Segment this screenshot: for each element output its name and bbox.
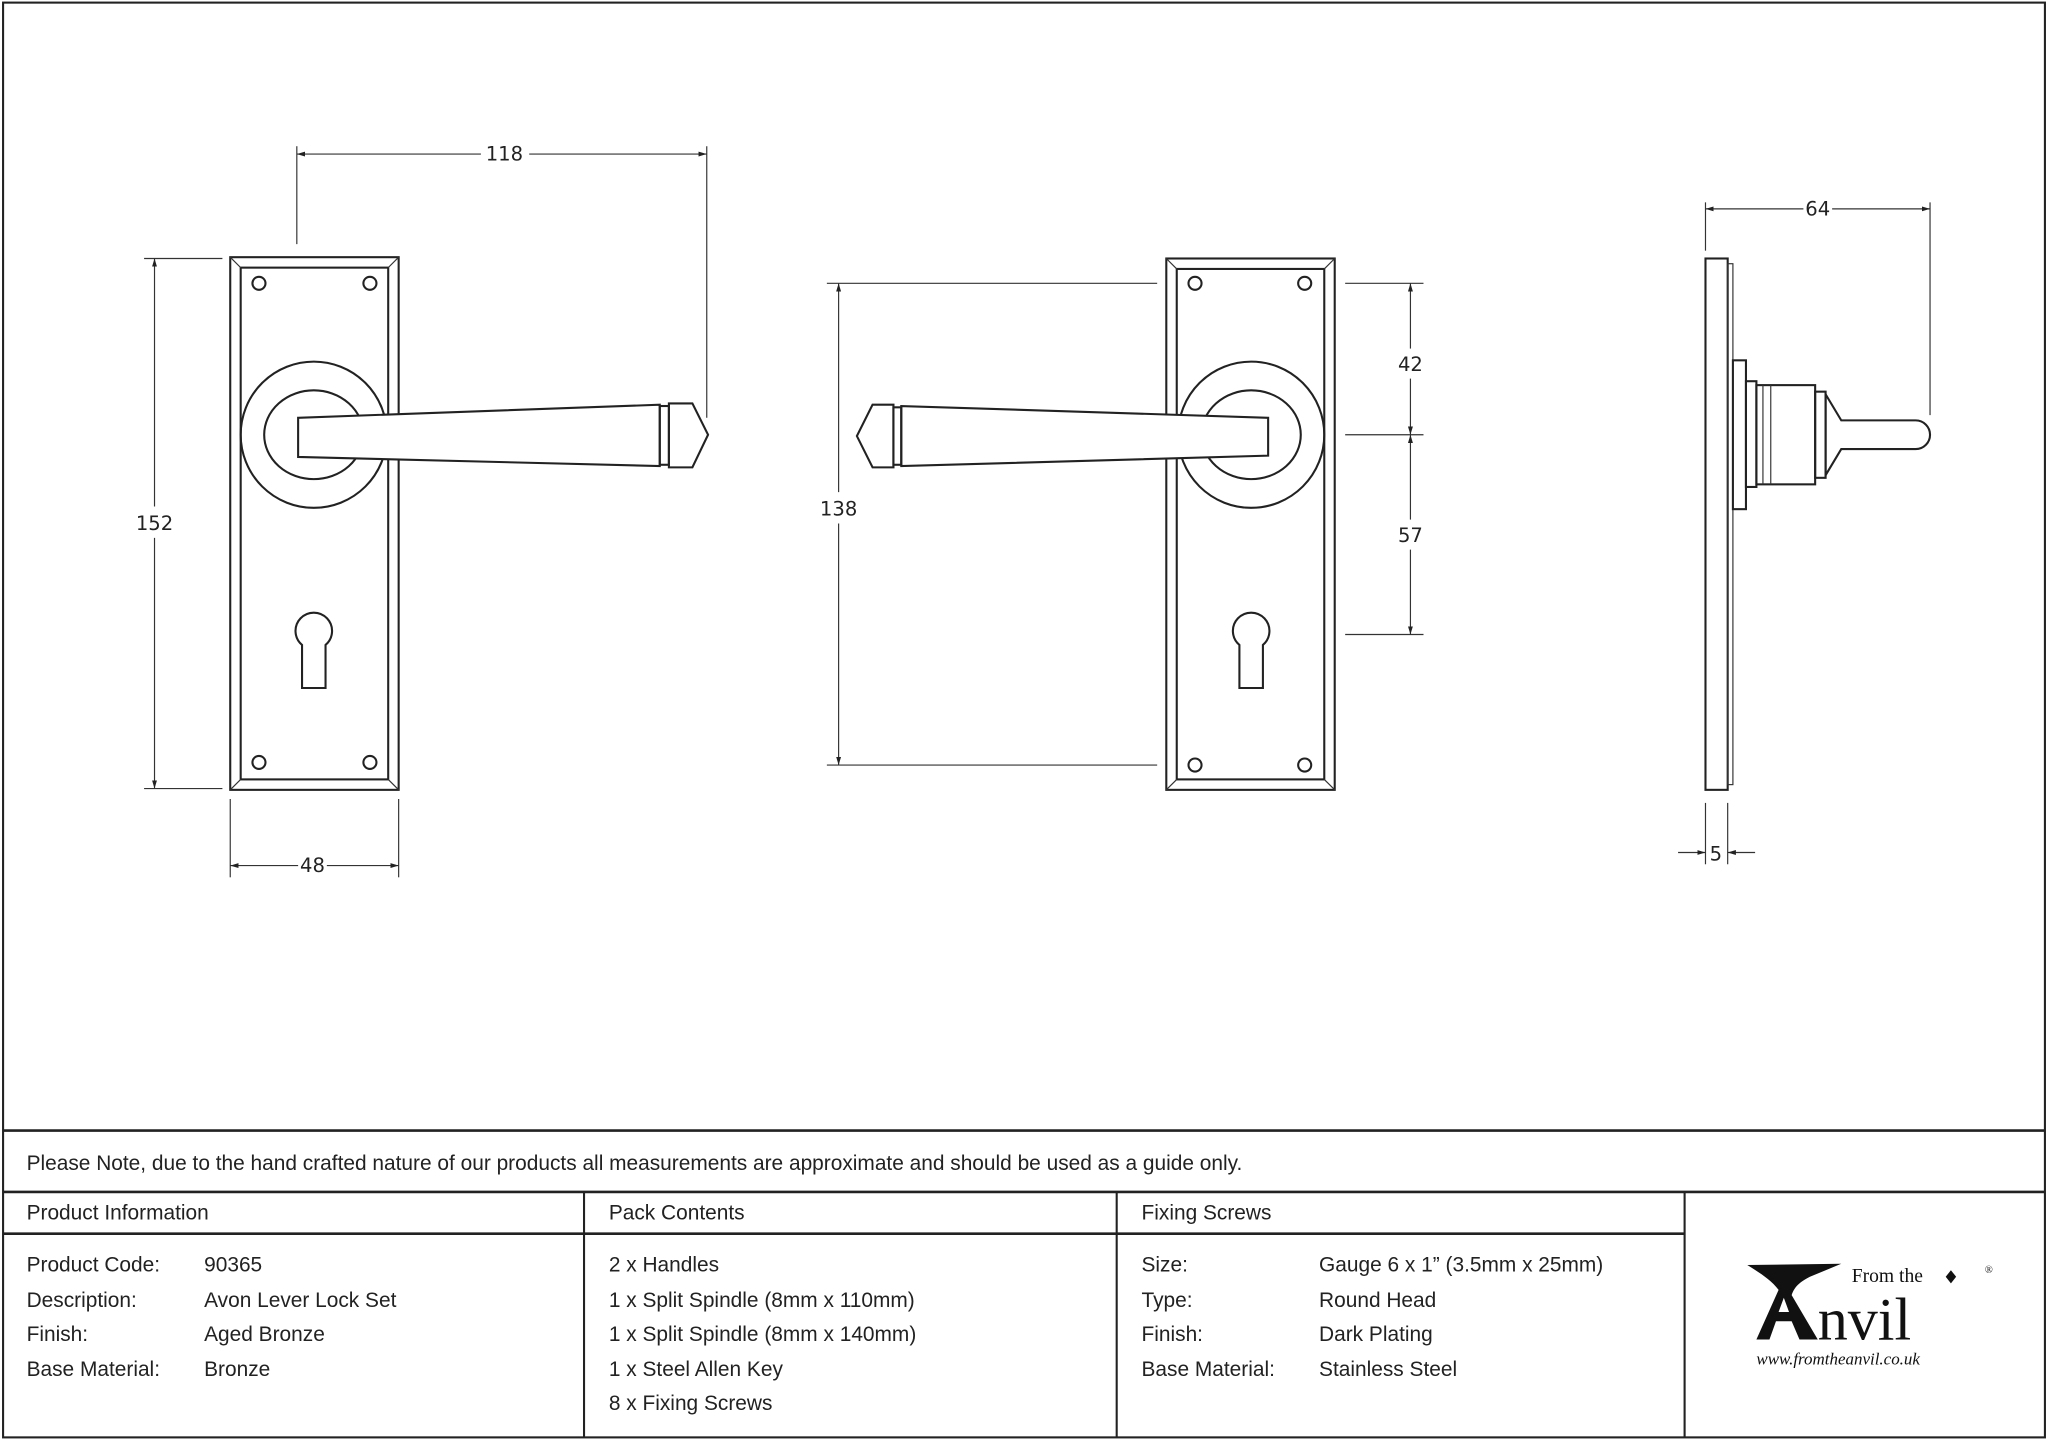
pack-item: 1 x Split Spindle (8mm x 140mm)	[608, 1322, 917, 1346]
logo-brand: nvil	[1817, 1285, 1912, 1353]
label-description: Description:	[26, 1288, 137, 1312]
value-screw-material: Stainless Steel	[1319, 1358, 1458, 1382]
product-information-heading: Product Information	[26, 1201, 209, 1225]
pack-item: 1 x Split Spindle (8mm x 110mm)	[608, 1288, 915, 1312]
label-screw-size: Size:	[1141, 1253, 1188, 1277]
pack-item: 1 x Steel Allen Key	[608, 1358, 783, 1382]
label-screw-finish: Finish:	[1141, 1322, 1203, 1346]
pack-contents-heading: Pack Contents	[608, 1201, 745, 1225]
lever-arm	[298, 405, 660, 466]
lever-finial	[669, 403, 708, 467]
pack-item: 8 x Fixing Screws	[608, 1391, 773, 1415]
dimension-42: 42	[1397, 352, 1423, 376]
disclaimer-note: Please Note, due to the hand crafted nature of our products all measurements are approximate and should be used as a guide only.	[26, 1151, 1243, 1175]
backplate-inner	[241, 268, 389, 780]
keyhole-icon	[296, 613, 333, 688]
fixing-screws-heading: Fixing Screws	[1141, 1201, 1272, 1225]
side-view	[1678, 197, 1930, 865]
lever-boss	[1756, 385, 1815, 484]
label-screw-type: Type:	[1141, 1288, 1193, 1312]
logo-url: www.fromtheanvil.co.uk	[1756, 1349, 1920, 1369]
sheet-border	[3, 3, 2045, 1438]
dimension-118: 118	[485, 142, 524, 166]
dimension-152: 152	[135, 512, 174, 536]
lever-finial	[857, 405, 894, 468]
value-base-material: Bronze	[204, 1358, 271, 1382]
dimension-5: 5	[1709, 842, 1723, 866]
backplate-side	[1705, 258, 1727, 789]
dimension-64: 64	[1805, 197, 1831, 221]
value-finish: Aged Bronze	[204, 1322, 325, 1346]
lever-side	[1826, 394, 1930, 475]
value-screw-size: Gauge 6 x 1” (3.5mm x 25mm)	[1319, 1253, 1604, 1277]
pack-item: 2 x Handles	[608, 1253, 720, 1277]
dimension-48: 48	[300, 854, 325, 878]
logo-from-the: From the	[1851, 1266, 1923, 1288]
keyhole-icon	[1233, 613, 1270, 688]
screw-hole-icon	[252, 277, 376, 769]
info-table	[3, 1131, 2045, 1438]
backplate-outer	[1166, 258, 1334, 789]
backplate-inner	[1177, 269, 1325, 779]
value-screw-type: Round Head	[1319, 1288, 1437, 1312]
from-the-anvil-logo	[1747, 1264, 1993, 1369]
front-view-right	[820, 258, 1424, 789]
label-base-material: Base Material:	[26, 1358, 161, 1382]
value-description: Avon Lever Lock Set	[204, 1288, 397, 1312]
dimension-138: 138	[819, 497, 858, 521]
screw-hole-icon	[1188, 277, 1311, 772]
label-screw-material: Base Material:	[1141, 1358, 1275, 1382]
dimension-57: 57	[1397, 523, 1423, 547]
value-screw-finish: Dark Plating	[1319, 1322, 1433, 1346]
rose-side	[1733, 360, 1746, 509]
front-view-left	[136, 143, 708, 878]
label-finish: Finish:	[26, 1322, 89, 1346]
lever-arm	[901, 406, 1268, 466]
value-product-code: 90365	[204, 1253, 263, 1277]
registered-mark: ®	[1984, 1264, 1993, 1276]
backplate-outer	[230, 257, 398, 790]
label-product-code: Product Code:	[26, 1253, 161, 1277]
